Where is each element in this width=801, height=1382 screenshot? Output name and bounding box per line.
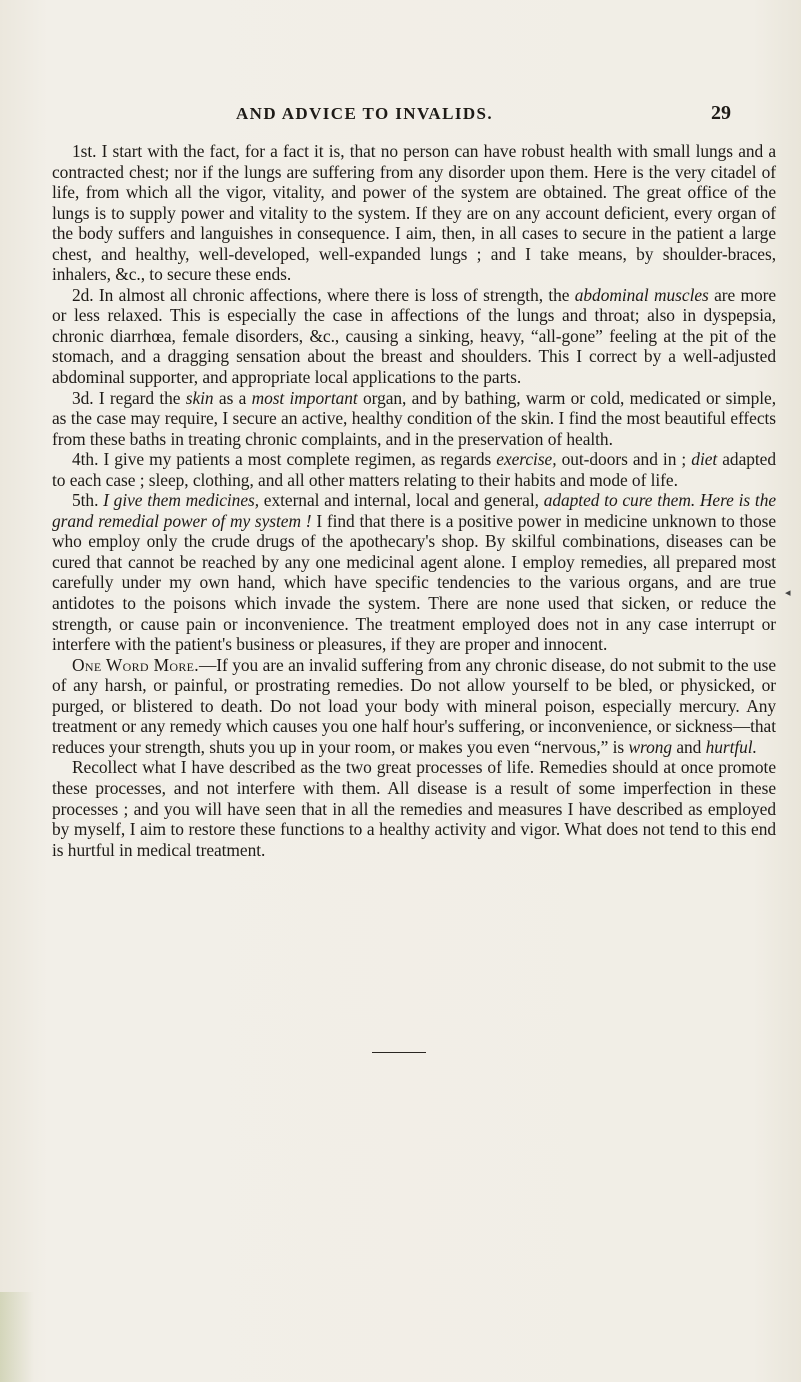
paragraph-regimen-emphasis-2: diet xyxy=(691,449,718,470)
end-rule-divider xyxy=(372,1052,426,1053)
paragraph-medicines-emphasis-1: I give them medicines, xyxy=(103,490,260,511)
paragraph-abdominal-emphasis: abdominal muscles xyxy=(574,284,709,305)
paragraph-one-word-more-text-a: —If you are an invalid suffering from any chronic disease, do not submit to the use of any harsh, or painful, or prostrating remedies. Do not allow yourself to be bled, or physicked, or purged, or blistered to death. Do not load your body with mineral poison, especially mercury. Any treatment or any remedy which causes you one half hour's suffering, or inconvenience, or sickness—that reduces your strength, shuts you up in your room, or makes you even “nervous,” is xyxy=(52,654,777,757)
paragraph-one-word-more xyxy=(52,655,776,758)
margin-arrow-icon: ◂ xyxy=(785,587,791,599)
paragraph-lungs-text: 1st. I start with the fact, for a fact it is, that no person can have robust health with small lungs and a contracted chest; nor if the lungs are suffering from any disorder upon them. Here is the very citadel of life, from which all the vigor, vitality, and power of the system are obtained. The great office of the lungs is to supply power and vitality to the system. If they are on any account deficient, every organ of the body suffers and languishes in consequence. I aim, then, in all cases to secure in the patient a large chest, and healthy, well-developed, well-expanded lungs ; and I take means, by shoulder-braces, inhalers, &c., to secure these ends. xyxy=(52,141,776,285)
paragraph-skin-text-c: organ, and by bathing, warm or cold, medicated or simple, as the case may require, I secure an active, healthy condition of the skin. I find the most beautiful effects from these baths in treating chronic complaints, and in the preservation of health. xyxy=(52,387,776,449)
paragraph-medicines-text-c: I find that there is a positive power in medicine unknown to those who employ only the crude drugs of the apothecary's shop. By skilful combinations, diseases can be cured that cannot be reached by any one medicinal agent alone. I employ remedies, all prepared most carefully under my own hand, which have specific tendencies to the various organs, and are true antidotes to the poisons which invade the system. There are none used that sicken, or reduce the strength, or cause pain or inconvenience. The treatment employed does not in any case interrupt or interfere with the patient's business or pleasures, if they are proper and innocent. xyxy=(52,510,776,655)
paragraph-recollect xyxy=(52,757,776,860)
section-heading-one-word-more: One Word More. xyxy=(72,654,199,675)
paragraph-skin-text-b: as a xyxy=(213,387,252,408)
page-header xyxy=(0,104,801,128)
paragraph-medicines-text-a: 5th. xyxy=(72,490,104,511)
paragraph-abdominal-text-b: are more or less relaxed. This is especially the case in affections of the lungs and throat; also in dyspepsia, chronic diarrhœa, female disorders, &c., causing a sinking, heavy, “all-gone” feeling at the pit of the stomach, and a dragging sensation about the breast and shoulders. This I correct by a well-adjusted abdominal supporter, and appropriate local applications to the parts. xyxy=(52,284,776,388)
page-number: 29 xyxy=(711,102,731,124)
paragraph-medicines-text-b: external and internal, local and general, xyxy=(259,490,544,511)
paragraph-recollect-text: Recollect what I have described as the two great processes of life. Remedies should at once promote these processes, and not interfere with them. All disease is a result of some imperfection in these processes ; and you will have seen that in all the remedies and measures I have described as employed by myself, I aim to restore these functions to a healthy activity and vigor. What does not tend to this end is hurtful in medical treatment. xyxy=(52,757,776,860)
paragraph-one-word-more-emphasis-2: hurtful. xyxy=(705,736,757,757)
paragraph-regimen-text-a: 4th. I give my patients a most complete regimen, as regards xyxy=(72,449,497,470)
paragraph-abdominal xyxy=(52,285,776,388)
paragraph-one-word-more-text-b: and xyxy=(672,736,706,757)
paragraph-medicines xyxy=(52,490,776,654)
paragraph-regimen-text-c: adapted to each case ; sleep, clothing, and all other matters relating to their habits and mode of life. xyxy=(52,449,776,490)
paragraph-medicines-emphasis-2: adapted to cure them. Here is the grand remedial power of my system ! xyxy=(52,490,777,531)
paragraph-skin-text-a: 3d. I regard the xyxy=(72,387,186,408)
body-text xyxy=(52,141,776,860)
paragraph-skin-emphasis-1: skin xyxy=(185,387,214,408)
paragraph-one-word-more-emphasis-1: wrong xyxy=(628,736,673,757)
binding-edge xyxy=(0,1292,34,1382)
running-head: AND ADVICE TO INVALIDS. xyxy=(236,104,494,123)
paragraph-skin-emphasis-2: most important xyxy=(251,387,358,408)
paragraph-regimen xyxy=(52,449,776,490)
paragraph-regimen-emphasis-1: exercise, xyxy=(496,449,557,470)
paragraph-lungs xyxy=(52,141,776,285)
paragraph-skin xyxy=(52,388,776,450)
paragraph-regimen-text-b: out-doors and in ; xyxy=(556,449,692,470)
paragraph-abdominal-text-a: 2d. In almost all chronic affections, where there is loss of strength, the xyxy=(72,284,575,305)
